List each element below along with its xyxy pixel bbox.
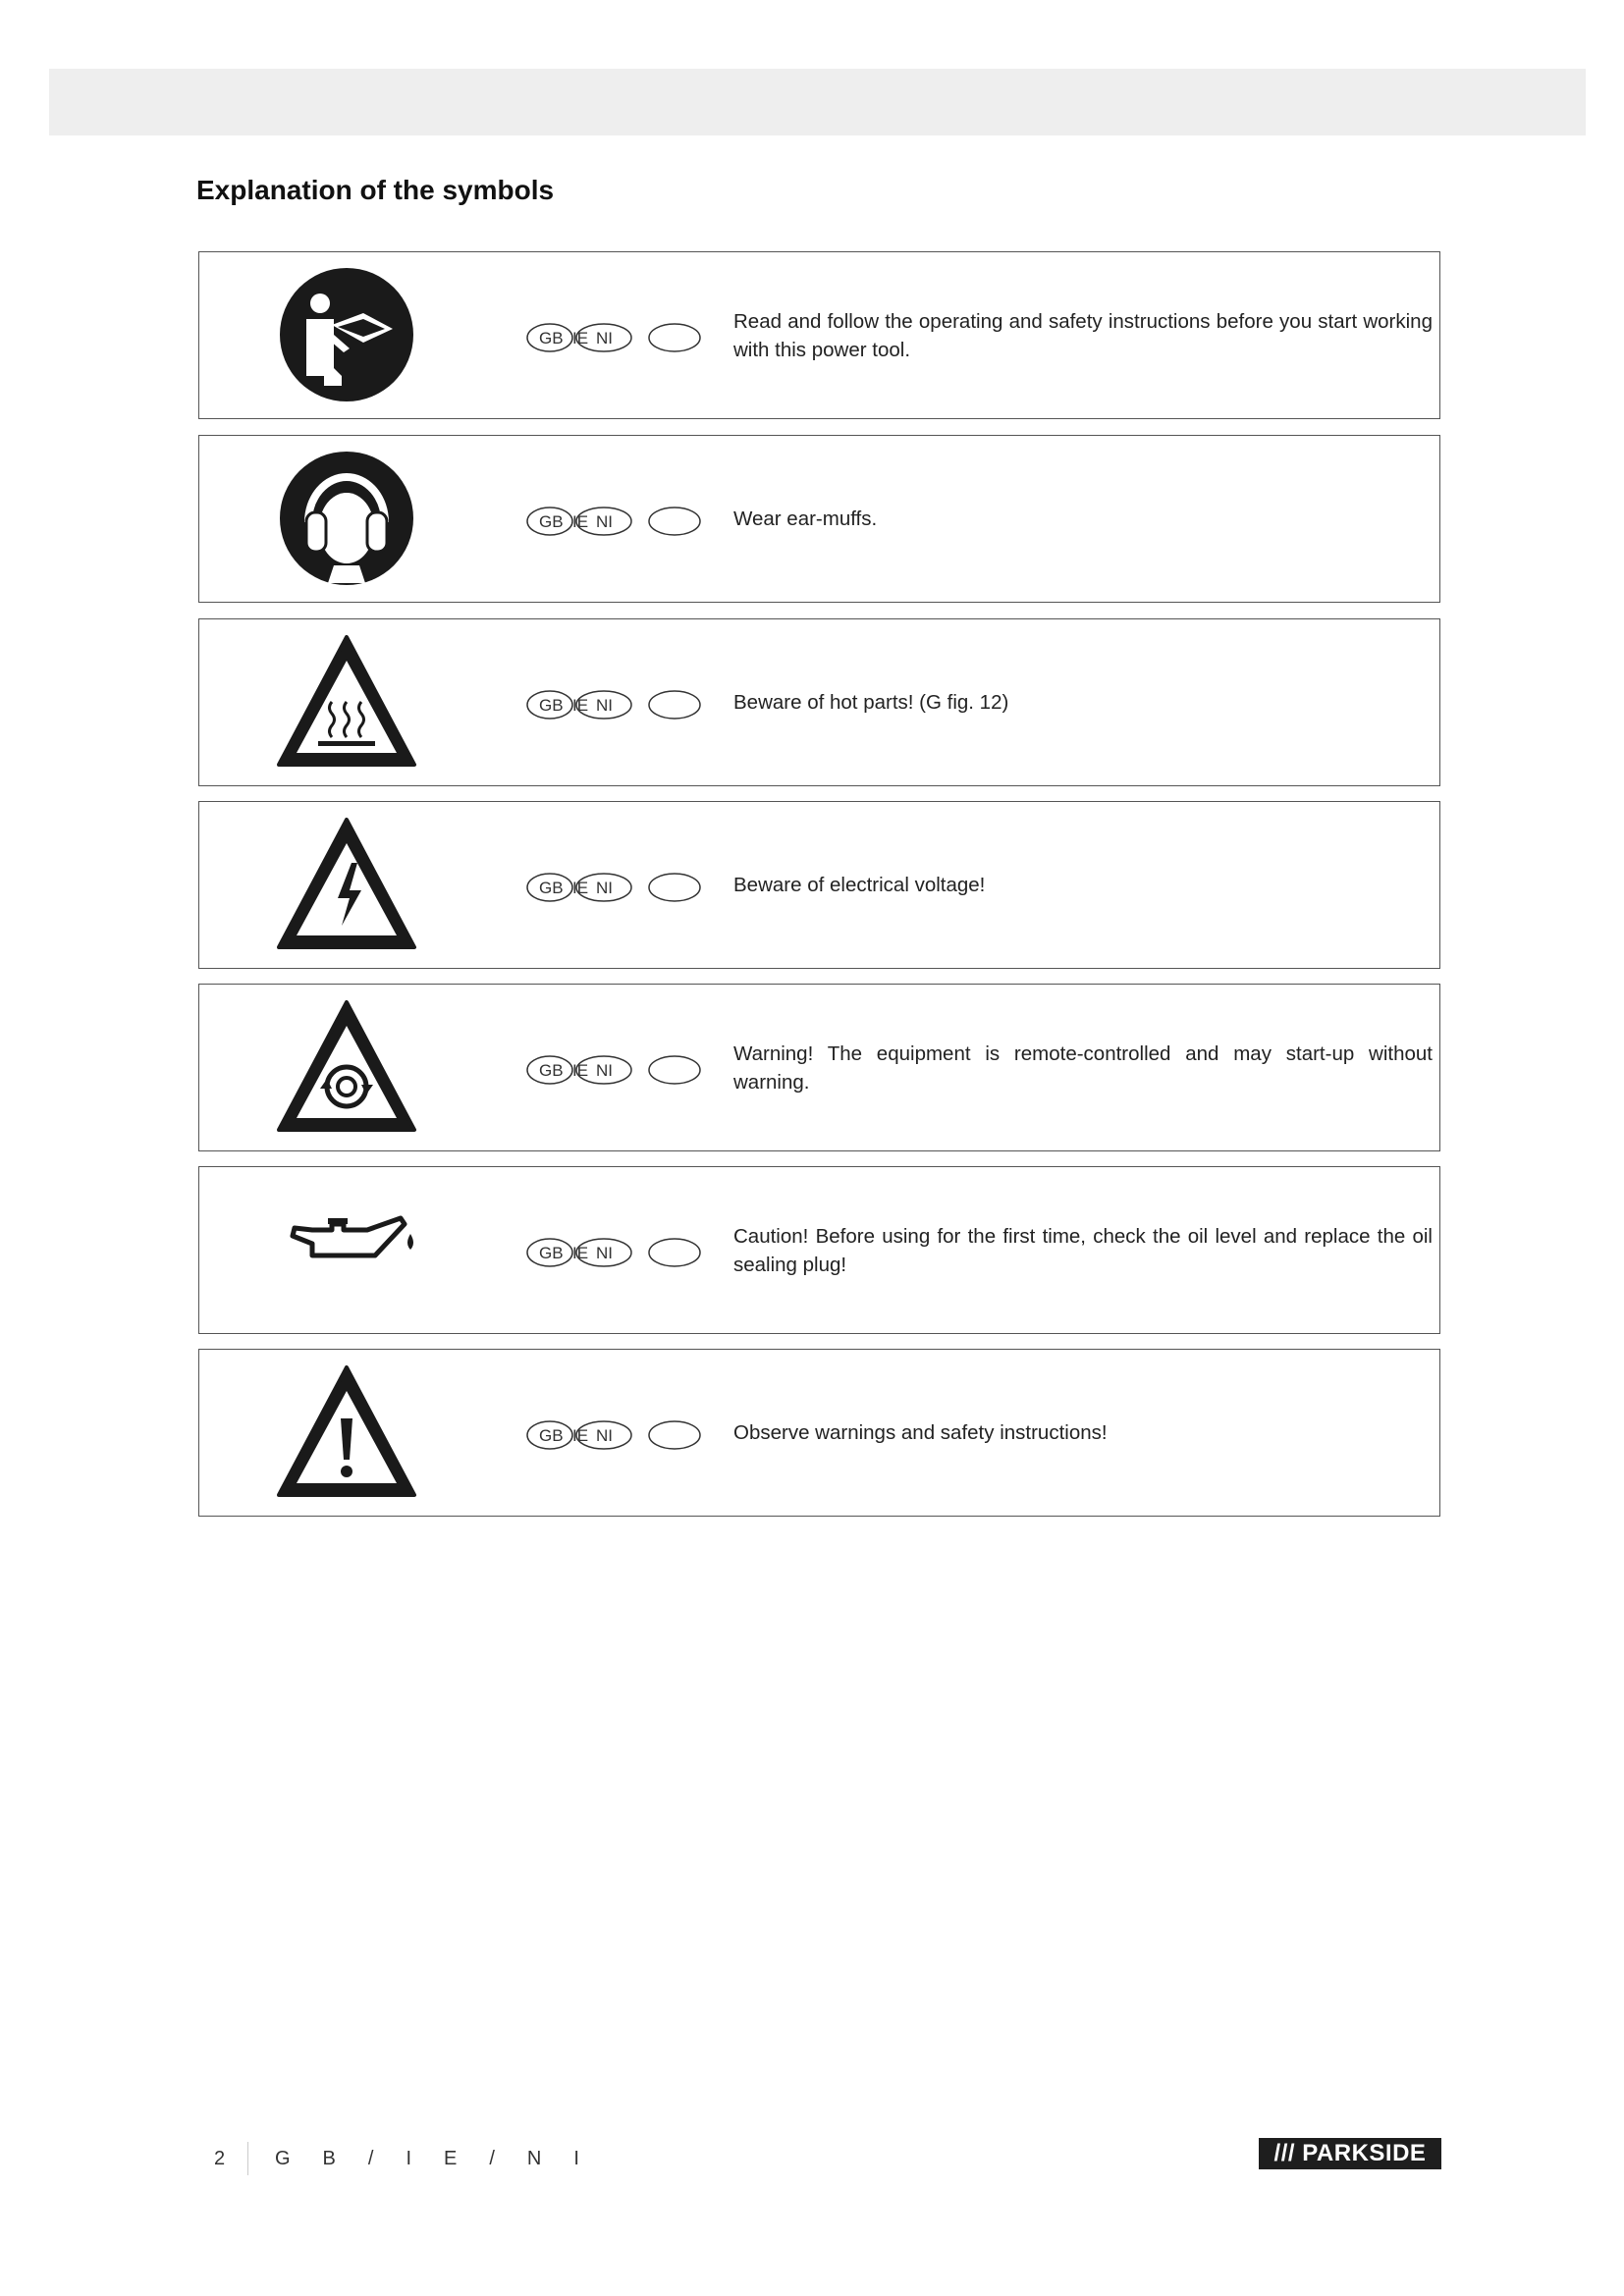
country-codes [525,871,702,904]
symbol-description: Beware of electrical voltage! [733,874,986,896]
country-code-middle: IE [572,512,589,531]
symbol-description: Wear ear-muffs. [733,507,878,530]
symbol-description: Read and follow the operating and safety instructions before you start working with this power tool. [733,310,1433,361]
symbol-description: Caution! Before using for the first time, check the oil level and replace the oil sealing plug! [733,1225,1433,1276]
symbol-row-electrical-voltage [198,801,1440,969]
ear-muffs-icon [273,450,420,587]
symbol-description: Observe warnings and safety instructions! [733,1421,1108,1444]
country-code-middle: IE [572,879,589,897]
country-code-last: NI [596,696,613,715]
country-code-middle: IE [572,1061,589,1080]
country-code-first: GB [539,1061,564,1080]
read-manual-icon [273,266,420,403]
country-code-last: NI [596,329,613,347]
electrical-voltage-warning-icon [273,816,420,953]
symbol-row-oil-level [198,1166,1440,1334]
country-code-last: NI [596,512,613,531]
country-code-last: NI [596,1426,613,1445]
symbol-description: Beware of hot parts! (G fig. 12) [733,691,1009,714]
country-code-first: GB [539,1426,564,1445]
header-band [49,69,1586,135]
symbol-row-general-warning [198,1349,1440,1517]
general-warning-icon [273,1363,420,1501]
country-code-first: GB [539,329,564,347]
country-code-first: GB [539,1244,564,1262]
country-code-first: GB [539,512,564,531]
symbol-row-read-manual [198,251,1440,419]
footer-language-codes: GB/IE/NI [275,2148,612,2169]
country-code-first: GB [539,696,564,715]
country-code-middle: IE [572,696,589,715]
country-codes [525,1418,702,1452]
country-codes [525,688,702,721]
country-code-middle: IE [572,1426,589,1445]
footer-divider [247,2142,248,2175]
country-code-last: NI [596,1244,613,1262]
page-number: 2 [214,2148,226,2169]
country-code-last: NI [596,1061,613,1080]
country-codes [525,505,702,538]
parkside-logo: /// PARKSIDE [1259,2138,1441,2169]
page-title: Explanation of the symbols [196,175,555,205]
symbol-row-remote-start [198,984,1440,1151]
country-code-first: GB [539,879,564,897]
country-code-middle: IE [572,329,589,347]
country-codes [525,1236,702,1269]
country-codes [525,321,702,354]
symbol-row-ear-muffs [198,435,1440,603]
symbol-row-hot-parts [198,618,1440,786]
country-codes [525,1053,702,1087]
remote-start-warning-icon [273,998,420,1136]
symbol-description: Warning! The equipment is remote-controlled and may start-up without warning. [733,1042,1433,1094]
country-code-last: NI [596,879,613,897]
oil-can-icon [273,1181,420,1318]
country-code-middle: IE [572,1244,589,1262]
hot-surface-warning-icon [273,633,420,771]
